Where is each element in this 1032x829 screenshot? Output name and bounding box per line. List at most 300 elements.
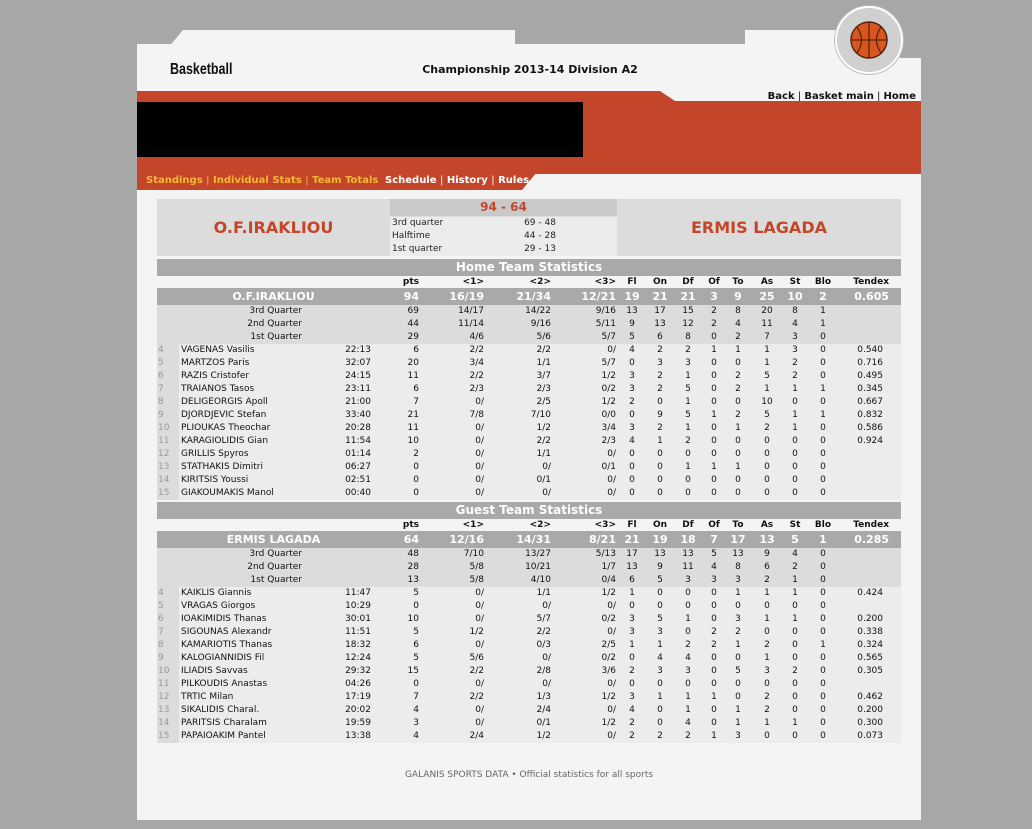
player-tendex: 0.586 <box>857 423 883 433</box>
player-name[interactable]: KARAGIOLIDIS Gian <box>181 436 269 446</box>
player-name[interactable]: PAPAIOAKIM Pantel <box>181 731 266 741</box>
player-stat-cell: 0/ <box>475 640 484 650</box>
player-stat-cell: 0 <box>629 679 635 689</box>
player-stat-cell: 0 <box>820 475 826 485</box>
team-total-cell: 2 <box>819 290 827 303</box>
quarter-stat-cell: 5/6 <box>536 332 551 342</box>
player-number: 4 <box>157 587 179 600</box>
player-stat-cell: 0/3 <box>536 640 551 650</box>
player-stat-cell: 0 <box>735 475 741 485</box>
player-stat-cell: 0 <box>629 475 635 485</box>
player-name[interactable]: IOAKIMIDIS Thanas <box>181 614 267 624</box>
player-stat-cell: 1 <box>735 588 741 598</box>
player-stat-cell: 1/2 <box>601 718 616 728</box>
quarter-stat-cell: 7/10 <box>463 549 484 559</box>
player-stat-cell: 0 <box>657 397 663 407</box>
player-minutes: 19:59 <box>345 718 371 728</box>
player-stat-cell: 0 <box>792 397 798 407</box>
player-tendex: 0.200 <box>857 614 883 624</box>
player-stat-cell: 1/1 <box>536 449 551 459</box>
player-stat-cell: 0 <box>685 449 691 459</box>
player-stat-cell: 5 <box>685 410 691 420</box>
player-minutes: 20:02 <box>345 705 371 715</box>
column-header: pts <box>402 520 419 530</box>
column-header: Fl <box>627 520 637 530</box>
player-tendex: 0.540 <box>857 345 883 355</box>
player-row <box>157 370 901 383</box>
player-row <box>157 409 901 422</box>
player-stat-cell: 0 <box>413 601 419 611</box>
player-stat-cell: 21 <box>407 410 419 420</box>
player-stat-cell: 0/ <box>607 475 616 485</box>
player-stat-cell: 3 <box>657 627 663 637</box>
column-header: Blo <box>814 520 832 530</box>
quarter-score-row <box>390 217 617 230</box>
player-name[interactable]: TRTIC Milan <box>181 692 234 702</box>
player-stat-cell: 0/ <box>475 679 484 689</box>
player-stat-cell: 0/ <box>475 423 484 433</box>
basket-main-link[interactable]: Basket main <box>804 91 874 102</box>
player-name[interactable]: KAIKLIS Giannis <box>181 588 252 598</box>
player-stat-cell: 0 <box>792 462 798 472</box>
player-stat-cell: 0 <box>820 653 826 663</box>
quarter-stat-cell: 15 <box>682 306 694 316</box>
player-row <box>157 652 901 665</box>
player-tendex: 0.300 <box>857 718 883 728</box>
team-total-cell: 19 <box>652 533 668 546</box>
player-stat-cell: 0/ <box>607 731 616 741</box>
player-stat-cell: 0 <box>413 475 419 485</box>
column-header: As <box>760 520 774 530</box>
player-stat-cell: 0 <box>711 371 717 381</box>
player-number: 15 <box>157 730 179 743</box>
brand-logo[interactable]: Basketball <box>170 61 233 78</box>
player-tendex: 0.305 <box>857 666 883 676</box>
team-total-cell: 19 <box>624 290 640 303</box>
player-stat-cell: 3/4 <box>469 358 484 368</box>
quarter-stat-cell: 3 <box>711 575 717 585</box>
player-stat-cell: 0 <box>657 705 663 715</box>
player-minutes: 06:27 <box>345 462 371 472</box>
player-stat-cell: 0 <box>657 449 663 459</box>
nav-standings[interactable]: Standings <box>146 175 203 186</box>
team-total-cell: 21/34 <box>516 290 551 303</box>
player-stat-cell: 4 <box>657 653 663 663</box>
home-link[interactable]: Home <box>883 91 916 102</box>
player-stat-cell: 1 <box>685 692 691 702</box>
team-total-cell: 12/16 <box>449 533 484 546</box>
quarter-stat-cell: 0/4 <box>601 575 616 585</box>
column-header: Fl <box>627 277 637 287</box>
player-stat-cell: 0 <box>629 449 635 459</box>
page-title: Championship 2013-14 Division A2 <box>422 63 638 76</box>
player-stat-cell: 3 <box>629 627 635 637</box>
player-stat-cell: 0/ <box>542 601 551 611</box>
player-stat-cell: 0 <box>735 449 741 459</box>
team-total-cell: 16/19 <box>449 290 484 303</box>
quarter-stat-cell: 2 <box>711 319 717 329</box>
player-stat-cell: 1/2 <box>601 371 616 381</box>
player-stat-cell: 1 <box>685 462 691 472</box>
player-stat-cell: 0 <box>685 601 691 611</box>
player-name[interactable]: STATHAKIS Dimitri <box>181 462 263 472</box>
player-stat-cell: 1 <box>792 384 798 394</box>
column-header: Df <box>682 277 694 287</box>
player-stat-cell: 0 <box>792 627 798 637</box>
player-name[interactable]: MARTZOS Paris <box>181 358 250 368</box>
player-name[interactable]: SIGOUNAS Alexandr <box>181 627 272 637</box>
player-stat-cell: 2 <box>735 410 741 420</box>
quarter-stat-cell: 17 <box>654 306 666 316</box>
player-row <box>157 448 901 461</box>
player-stat-cell: 0 <box>735 679 741 689</box>
column-header: As <box>760 277 774 287</box>
player-stat-cell: 3 <box>629 692 635 702</box>
player-number: 6 <box>157 370 179 383</box>
player-stat-cell: 0 <box>685 488 691 498</box>
player-stat-cell: 1 <box>764 653 770 663</box>
team-totals-row <box>157 288 901 305</box>
player-stat-cell: 2 <box>735 384 741 394</box>
player-stat-cell: 0 <box>792 705 798 715</box>
player-row <box>157 396 901 409</box>
column-header: Tendex <box>853 520 889 530</box>
player-stat-cell: 0 <box>792 692 798 702</box>
team-quarter-row <box>157 561 901 574</box>
quarter-stat-cell: 14/17 <box>458 306 484 316</box>
player-tendex: 0.565 <box>857 653 883 663</box>
quarter-stat-cell: 6 <box>629 575 635 585</box>
player-stat-cell: 20 <box>407 358 419 368</box>
player-stat-cell: 0 <box>629 462 635 472</box>
player-stat-cell: 0/2 <box>601 384 616 394</box>
player-stat-cell: 1 <box>711 345 717 355</box>
player-stat-cell: 2 <box>657 345 663 355</box>
player-stat-cell: 0 <box>820 488 826 498</box>
quarter-stat-cell: 4/6 <box>469 332 484 342</box>
quarter-stat-cell: 13 <box>654 549 666 559</box>
column-header: <2> <box>529 277 551 287</box>
player-tendex: 0.338 <box>857 627 883 637</box>
player-name[interactable]: PLIOUKAS Theochar <box>181 423 271 433</box>
player-stat-cell: 0 <box>764 627 770 637</box>
player-name[interactable]: SIKALIDIS Charal. <box>181 705 260 715</box>
player-stat-cell: 0 <box>735 397 741 407</box>
player-name[interactable]: KAMARIOTIS Thanas <box>181 640 273 650</box>
player-stat-cell: 1 <box>711 692 717 702</box>
player-stat-cell: 3/6 <box>601 666 616 676</box>
player-stat-cell: 11 <box>407 371 419 381</box>
player-stat-cell: 0/ <box>607 601 616 611</box>
player-number: 10 <box>157 422 179 435</box>
column-header: <3> <box>594 520 616 530</box>
player-stat-cell: 0 <box>792 436 798 446</box>
player-stat-cell: 4 <box>685 653 691 663</box>
player-number: 6 <box>157 613 179 626</box>
player-stat-cell: 1 <box>657 436 663 446</box>
player-stat-cell: 1 <box>792 614 798 624</box>
player-stat-cell: 4 <box>629 705 635 715</box>
player-stat-cell: 0 <box>820 449 826 459</box>
player-minutes: 22:13 <box>345 345 371 355</box>
back-link[interactable]: Back <box>767 91 795 102</box>
team-tendex: 0.605 <box>854 290 889 303</box>
quarter-stat-cell: 5/11 <box>595 319 616 329</box>
player-stat-cell: 0/ <box>475 588 484 598</box>
quarter-stat-cell: 9 <box>657 562 663 572</box>
player-number: 8 <box>157 639 179 652</box>
player-row <box>157 435 901 448</box>
quarter-stat-cell: 13 <box>732 549 744 559</box>
player-stat-cell: 2 <box>792 371 798 381</box>
quarter-stat-cell: 5 <box>711 549 717 559</box>
player-stat-cell: 0 <box>711 614 717 624</box>
column-header: On <box>652 277 668 287</box>
player-stat-cell: 1 <box>764 718 770 728</box>
player-stat-cell: 0 <box>685 588 691 598</box>
player-stat-cell: 0 <box>629 601 635 611</box>
quarter-stat-cell: 11 <box>682 562 694 572</box>
player-minutes: 30:01 <box>345 614 371 624</box>
player-stat-cell: 5 <box>413 653 419 663</box>
team-name: ERMIS LAGADA <box>226 533 321 546</box>
team-quarter-row <box>157 331 901 344</box>
player-stat-cell: 0 <box>711 601 717 611</box>
player-stat-cell: 2 <box>657 423 663 433</box>
player-row <box>157 487 901 500</box>
player-stat-cell: 2 <box>629 397 635 407</box>
player-stat-cell: 3 <box>629 614 635 624</box>
player-name[interactable]: ILIADIS Savvas <box>181 666 248 676</box>
player-stat-cell: 0/0 <box>601 410 616 420</box>
quarter-stat-cell: 4 <box>792 319 798 329</box>
nav-rules[interactable]: Rules <box>498 175 530 186</box>
player-stat-cell: 0 <box>711 397 717 407</box>
player-stat-cell: 2/5 <box>601 640 616 650</box>
player-stat-cell: 0 <box>764 679 770 689</box>
banner-placeholder <box>137 102 583 157</box>
player-stat-cell: 2 <box>629 666 635 676</box>
team-totals-row <box>157 531 901 548</box>
player-stat-cell: 2 <box>735 627 741 637</box>
player-stat-cell: 0 <box>711 718 717 728</box>
player-minutes: 04:26 <box>345 679 371 689</box>
home-stats-table <box>157 276 901 500</box>
player-stat-cell: 0/ <box>607 488 616 498</box>
player-stat-cell: 0 <box>657 679 663 689</box>
player-row <box>157 639 901 652</box>
quarter-score-row <box>390 243 617 256</box>
column-header: St <box>789 520 801 530</box>
player-row <box>157 691 901 704</box>
player-stat-cell: 0 <box>629 488 635 498</box>
nav-team-totals[interactable]: Team Totals <box>312 175 379 186</box>
player-stat-cell: 2 <box>685 640 691 650</box>
quarter-stat-cell: 5/7 <box>601 332 616 342</box>
player-stat-cell: 10 <box>761 397 773 407</box>
player-minutes: 11:47 <box>345 588 371 598</box>
player-stat-cell: 2 <box>764 423 770 433</box>
team-total-cell: 14/31 <box>516 533 551 546</box>
player-name[interactable]: DJORDJEVIC Stefan <box>181 410 267 420</box>
player-stat-cell: 1 <box>735 423 741 433</box>
player-stat-cell: 0 <box>685 475 691 485</box>
team-total-cell: 21 <box>680 290 696 303</box>
quarter-value: 44 - 28 <box>524 231 556 241</box>
column-header-row <box>157 276 901 288</box>
player-stat-cell: 0 <box>764 731 770 741</box>
player-name[interactable]: VRAGAS Giorgos <box>181 601 256 611</box>
player-stat-cell: 1 <box>685 705 691 715</box>
player-stat-cell: 7/8 <box>469 410 484 420</box>
player-row <box>157 422 901 435</box>
player-row <box>157 717 901 730</box>
quarter-stat-cell: 2 <box>764 575 770 585</box>
player-name[interactable]: PARITSIS Charalam <box>181 718 267 728</box>
player-stat-cell: 0 <box>792 488 798 498</box>
player-tendex: 0.462 <box>857 692 883 702</box>
quarter-stat-cell: 0 <box>820 562 826 572</box>
player-stat-cell: 1 <box>685 614 691 624</box>
player-stat-cell: 2/4 <box>536 705 551 715</box>
player-stat-cell: 2/5 <box>536 397 551 407</box>
player-name[interactable]: RAZIS Cristofer <box>181 371 250 381</box>
player-name[interactable]: GRILLIS Spyros <box>181 449 249 459</box>
player-stat-cell: 7 <box>413 692 419 702</box>
quarter-stat-cell: 0 <box>820 549 826 559</box>
player-stat-cell: 0 <box>711 705 717 715</box>
player-stat-cell: 1 <box>820 410 826 420</box>
player-tendex: 0.924 <box>857 436 883 446</box>
player-stat-cell: 0 <box>735 692 741 702</box>
quarter-stat-cell: 1 <box>820 306 826 316</box>
player-name[interactable]: TRAIANOS Tasos <box>181 384 255 394</box>
home-team-name: O.F.IRAKLIOU <box>213 218 334 237</box>
player-stat-cell: 2 <box>657 371 663 381</box>
quarter-stat-cell: 8 <box>735 562 741 572</box>
quarter-stat-cell: 1/7 <box>601 562 616 572</box>
quarter-stat-cell: 13 <box>682 549 694 559</box>
nav-schedule[interactable]: Schedule <box>385 175 437 186</box>
player-stat-cell: 10 <box>407 436 419 446</box>
player-stat-cell: 1 <box>764 588 770 598</box>
quarter-stat-cell: 4 <box>711 562 717 572</box>
nav-history[interactable]: History <box>446 175 488 186</box>
column-header: Tendex <box>853 277 889 287</box>
player-stat-cell: 0 <box>792 449 798 459</box>
quarter-stat-cell: 8 <box>735 306 741 316</box>
player-stat-cell: 11 <box>407 423 419 433</box>
player-stat-cell: 1/2 <box>601 397 616 407</box>
team-total-cell: 94 <box>403 290 419 303</box>
player-name[interactable]: KIRITSIS Youssi <box>181 475 249 485</box>
player-stat-cell: 0 <box>657 488 663 498</box>
quarter-stat-cell: 9 <box>629 319 635 329</box>
quarter-stat-cell: 69 <box>407 306 419 316</box>
quarter-stat-cell: 8 <box>685 332 691 342</box>
player-stat-cell: 0 <box>735 653 741 663</box>
player-stat-cell: 6 <box>413 384 419 394</box>
team-total-cell: 1 <box>819 533 827 546</box>
player-number: 8 <box>157 396 179 409</box>
player-stat-cell: 0 <box>735 358 741 368</box>
player-minutes: 10:29 <box>345 601 371 611</box>
player-stat-cell: 0/2 <box>601 614 616 624</box>
player-tendex: 0.073 <box>857 731 883 741</box>
quarter-value: 29 - 13 <box>524 244 556 254</box>
player-number: 5 <box>157 600 179 613</box>
player-name[interactable]: VAGENAS Vasilis <box>181 345 255 355</box>
player-stat-cell: 1 <box>711 462 717 472</box>
player-name[interactable]: KALOGIANNIDIS Fil <box>181 653 265 663</box>
player-number: 14 <box>157 717 179 730</box>
player-stat-cell: 0 <box>711 436 717 446</box>
player-name[interactable]: DELIGEORGIS Apoll <box>181 397 268 407</box>
quarter-stat-cell: 9 <box>764 549 770 559</box>
player-stat-cell: 1 <box>735 705 741 715</box>
player-stat-cell: 7/10 <box>530 410 551 420</box>
column-header: pts <box>402 277 419 287</box>
player-stat-cell: 0/ <box>607 679 616 689</box>
player-stat-cell: 3 <box>629 423 635 433</box>
player-tendex: 0.345 <box>857 384 883 394</box>
player-stat-cell: 1 <box>657 640 663 650</box>
team-total-cell: 18 <box>680 533 696 546</box>
player-stat-cell: 0 <box>685 627 691 637</box>
player-tendex: 0.424 <box>857 588 883 598</box>
quarter-stat-cell: 3 <box>685 575 691 585</box>
player-minutes: 11:51 <box>345 627 371 637</box>
player-stat-cell: 1/2 <box>536 731 551 741</box>
player-stat-cell: 3/4 <box>601 423 616 433</box>
guest-stats-table <box>157 519 901 743</box>
top-links: Back | Basket main | Home <box>767 91 916 102</box>
player-stat-cell: 0 <box>792 475 798 485</box>
player-stat-cell: 1/3 <box>536 692 551 702</box>
footer-text: GALANIS SPORTS DATA • Official statistics for all sports <box>404 770 654 780</box>
player-row <box>157 344 901 357</box>
player-stat-cell: 0 <box>711 475 717 485</box>
team-quarter-row <box>157 318 901 331</box>
player-stat-cell: 5 <box>413 627 419 637</box>
column-header: Blo <box>814 277 832 287</box>
player-row <box>157 704 901 717</box>
quarter-stat-cell: 3 <box>792 332 798 342</box>
quarter-stat-cell: 6 <box>657 332 663 342</box>
player-stat-cell: 1 <box>792 410 798 420</box>
column-header: St <box>789 277 801 287</box>
player-stat-cell: 2 <box>657 384 663 394</box>
player-stat-cell: 0/ <box>475 614 484 624</box>
player-minutes: 21:00 <box>345 397 371 407</box>
player-minutes: 24:15 <box>345 371 371 381</box>
quarter-stat-cell: 17 <box>626 549 638 559</box>
player-stat-cell: 2/8 <box>536 666 551 676</box>
nav-individual-stats[interactable]: Individual Stats <box>213 175 302 186</box>
player-stat-cell: 0/ <box>475 397 484 407</box>
column-header: On <box>652 520 668 530</box>
player-stat-cell: 0 <box>711 679 717 689</box>
player-stat-cell: 2/2 <box>536 436 551 446</box>
player-stat-cell: 2 <box>685 436 691 446</box>
player-stat-cell: 0/ <box>475 475 484 485</box>
player-stat-cell: 1 <box>820 640 826 650</box>
player-row <box>157 665 901 678</box>
player-name[interactable]: GIAKOUMAKIS Manol <box>181 488 274 498</box>
player-stat-cell: 0 <box>657 462 663 472</box>
player-stat-cell: 0 <box>820 614 826 624</box>
player-name[interactable]: PILKOUDIS Anastas <box>181 679 268 689</box>
